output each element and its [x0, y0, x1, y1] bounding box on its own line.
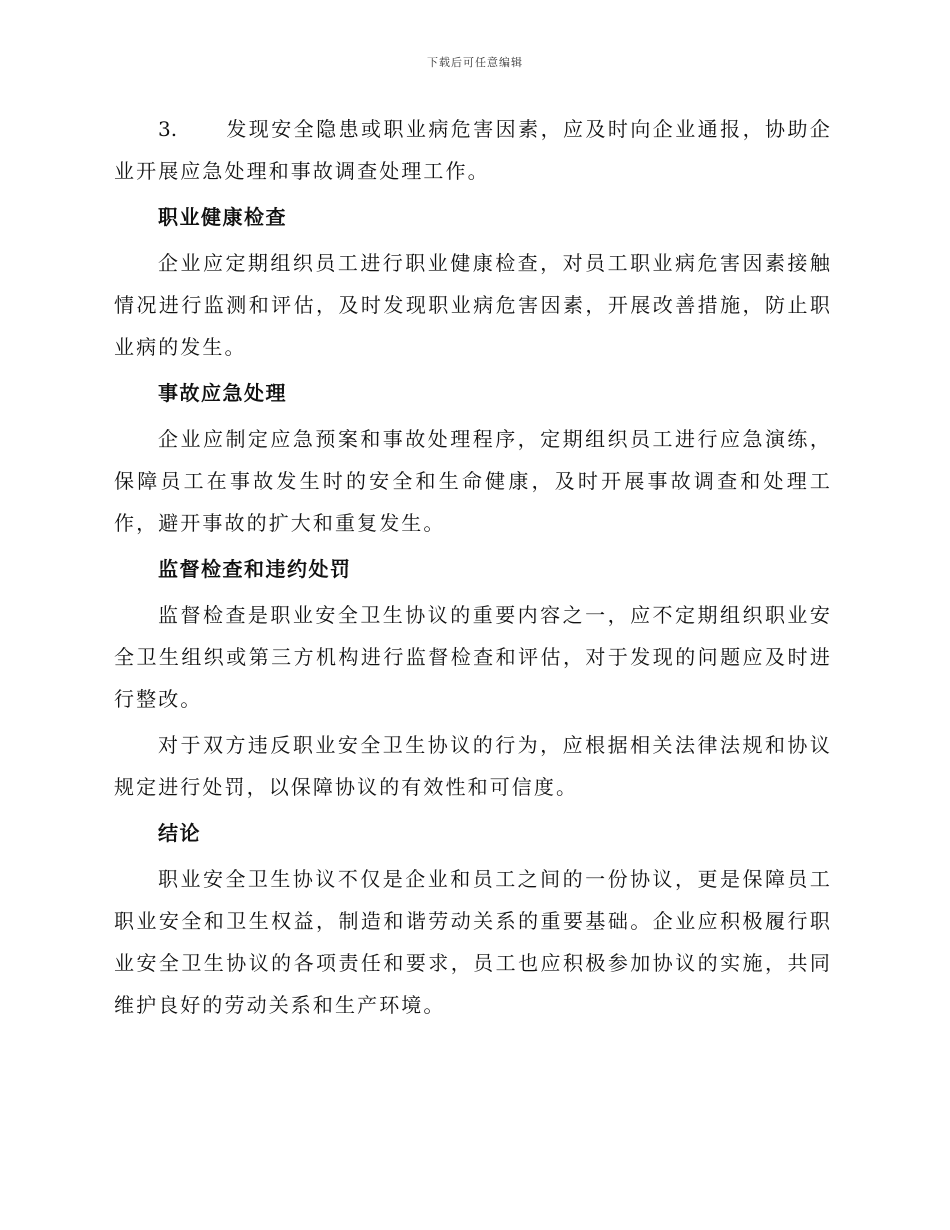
paragraph-supervision: 监督检查是职业安全卫生协议的重要内容之一，应不定期组织职业安全卫生组织或第三方机构进行监督检查和评估，对于发现的问题应及时进行整改。 — [114, 603, 832, 711]
section-heading-emergency: 事故应急处理 — [158, 381, 287, 405]
section-heading-conclusion: 结论 — [158, 821, 201, 845]
list-number: 3. — [158, 117, 178, 141]
document-body — [114, 108, 832, 1030]
paragraph-text: 发现安全隐患或职业病危害因素，应及时向企业通报，协助企业开展应急处理和事故调查处理工作。 — [114, 117, 832, 183]
paragraph-health-check: 企业应定期组织员工进行职业健康检查，对员工职业病危害因素接触情况进行监测和评估，及时发现职业病危害因素，开展改善措施，防止职业病的发生。 — [114, 251, 832, 359]
paragraph-penalty: 对于双方违反职业安全卫生协议的行为，应根据相关法律法规和协议规定进行处罚，以保障协议的有效性和可信度。 — [114, 733, 832, 799]
paragraph-conclusion: 职业安全卫生协议不仅是企业和员工之间的一份协议，更是保障员工职业安全和卫生权益，制造和谐劳动关系的重要基础。企业应积极履行职业安全卫生协议的各项责任和要求，员工也应积极参加协议的实施，共同维护良好的劳动关系和生产环境。 — [114, 867, 832, 1017]
paragraph-emergency: 企业应制定应急预案和事故处理程序，定期组织员工进行应急演练，保障员工在事故发生时的安全和生命健康，及时开展事故调查和处理工作，避开事故的扩大和重复发生。 — [114, 427, 832, 535]
page-header: 下载后可任意编辑 — [427, 56, 523, 69]
section-heading-supervision: 监督检查和违约处罚 — [158, 557, 352, 581]
numbered-paragraph-3 — [114, 108, 832, 192]
section-heading-health-check: 职业健康检查 — [158, 205, 287, 229]
